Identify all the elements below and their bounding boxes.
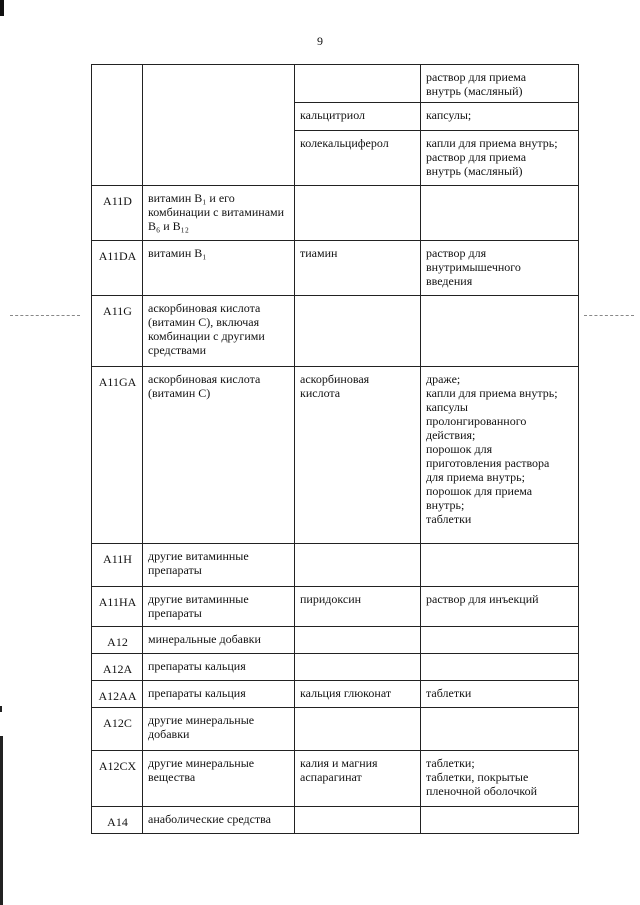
atc-code-cell: A11GA [92, 367, 143, 544]
dosage-form-cell [421, 627, 579, 654]
group-name-cell [143, 65, 295, 186]
atc-code-cell: A11HA [92, 587, 143, 627]
substance-cell [295, 186, 421, 241]
dosage-form-cell: раствор для инъекций [421, 587, 579, 627]
group-name-cell: препараты кальция [143, 654, 295, 681]
group-name-cell: препараты кальция [143, 681, 295, 708]
group-name-cell: аскорбиновая кислота (витамин C) [143, 367, 295, 544]
dosage-form-cell: раствор для внутримышечного введения [421, 241, 579, 296]
atc-code-cell: A12A [92, 654, 143, 681]
dosage-form-cell [421, 708, 579, 751]
group-name-cell: витамин B₁ [143, 241, 295, 296]
substance-cell: калия и магния аспарагинат [295, 751, 421, 807]
group-name-cell: минеральные добавки [143, 627, 295, 654]
page-number: 9 [317, 34, 323, 48]
medication-table-body [92, 65, 579, 834]
dosage-form-cell: драже; капли для приема внутрь; капсулы пролонгированного действия; порошок для приготовления раствора для приема внутрь; порошок для приема внутрь; таблетки [421, 367, 579, 544]
dosage-form-cell: капсулы; [421, 103, 579, 131]
table-row [92, 751, 579, 807]
atc-code-cell: A11H [92, 544, 143, 587]
table-row [92, 587, 579, 627]
atc-code-cell: A11G [92, 296, 143, 367]
scan-edge-mark [0, 0, 4, 16]
dosage-form-cell: таблетки [421, 681, 579, 708]
substance-cell [295, 544, 421, 587]
dosage-form-cell: раствор для приема внутрь (масляный) [421, 65, 579, 103]
dosage-form-cell [421, 544, 579, 587]
medication-table [91, 64, 579, 834]
table-row [92, 627, 579, 654]
table-row [92, 807, 579, 834]
atc-code-cell: A11DA [92, 241, 143, 296]
dosage-form-cell: капли для приема внутрь; раствор для приема внутрь (масляный) [421, 131, 579, 186]
table-row [92, 186, 579, 241]
substance-cell: кальцитриол [295, 103, 421, 131]
atc-code-cell: A12CX [92, 751, 143, 807]
group-name-cell: другие минеральные вещества [143, 751, 295, 807]
dosage-form-cell [421, 654, 579, 681]
table-row [92, 708, 579, 751]
substance-cell: кальция глюконат [295, 681, 421, 708]
group-name-cell: витамин B₁ и его комбинации с витаминами B₆ и B₁₂ [143, 186, 295, 241]
table-row [92, 654, 579, 681]
group-name-cell: другие витаминные препараты [143, 587, 295, 627]
scan-edge-mark [0, 736, 3, 905]
substance-cell [295, 65, 421, 103]
substance-cell [295, 627, 421, 654]
substance-cell [295, 708, 421, 751]
dosage-form-cell: таблетки; таблетки, покрытые пленочной оболочкой [421, 751, 579, 807]
substance-cell: тиамин [295, 241, 421, 296]
group-name-cell: аскорбиновая кислота (витамин C), включая комбинации с другими средствами [143, 296, 295, 367]
scan-fold-line [10, 315, 80, 316]
atc-code-cell [92, 65, 143, 186]
substance-cell: аскорбиновая кислота [295, 367, 421, 544]
dosage-form-cell [421, 807, 579, 834]
substance-cell [295, 296, 421, 367]
scan-edge-mark [0, 706, 2, 712]
table-row [92, 367, 579, 544]
group-name-cell: другие минеральные добавки [143, 708, 295, 751]
substance-cell [295, 654, 421, 681]
substance-cell: пиридоксин [295, 587, 421, 627]
atc-code-cell: A12AA [92, 681, 143, 708]
atc-code-cell: A14 [92, 807, 143, 834]
table-row [92, 544, 579, 587]
atc-code-cell: A12C [92, 708, 143, 751]
substance-cell: колекальциферол [295, 131, 421, 186]
table-row [92, 241, 579, 296]
group-name-cell: анаболические средства [143, 807, 295, 834]
table-row [92, 296, 579, 367]
table-row [92, 65, 579, 103]
dosage-form-cell [421, 296, 579, 367]
atc-code-cell: A11D [92, 186, 143, 241]
substance-cell [295, 807, 421, 834]
dosage-form-cell [421, 186, 579, 241]
table-row [92, 681, 579, 708]
atc-code-cell: A12 [92, 627, 143, 654]
group-name-cell: другие витаминные препараты [143, 544, 295, 587]
scan-fold-line [584, 315, 634, 316]
